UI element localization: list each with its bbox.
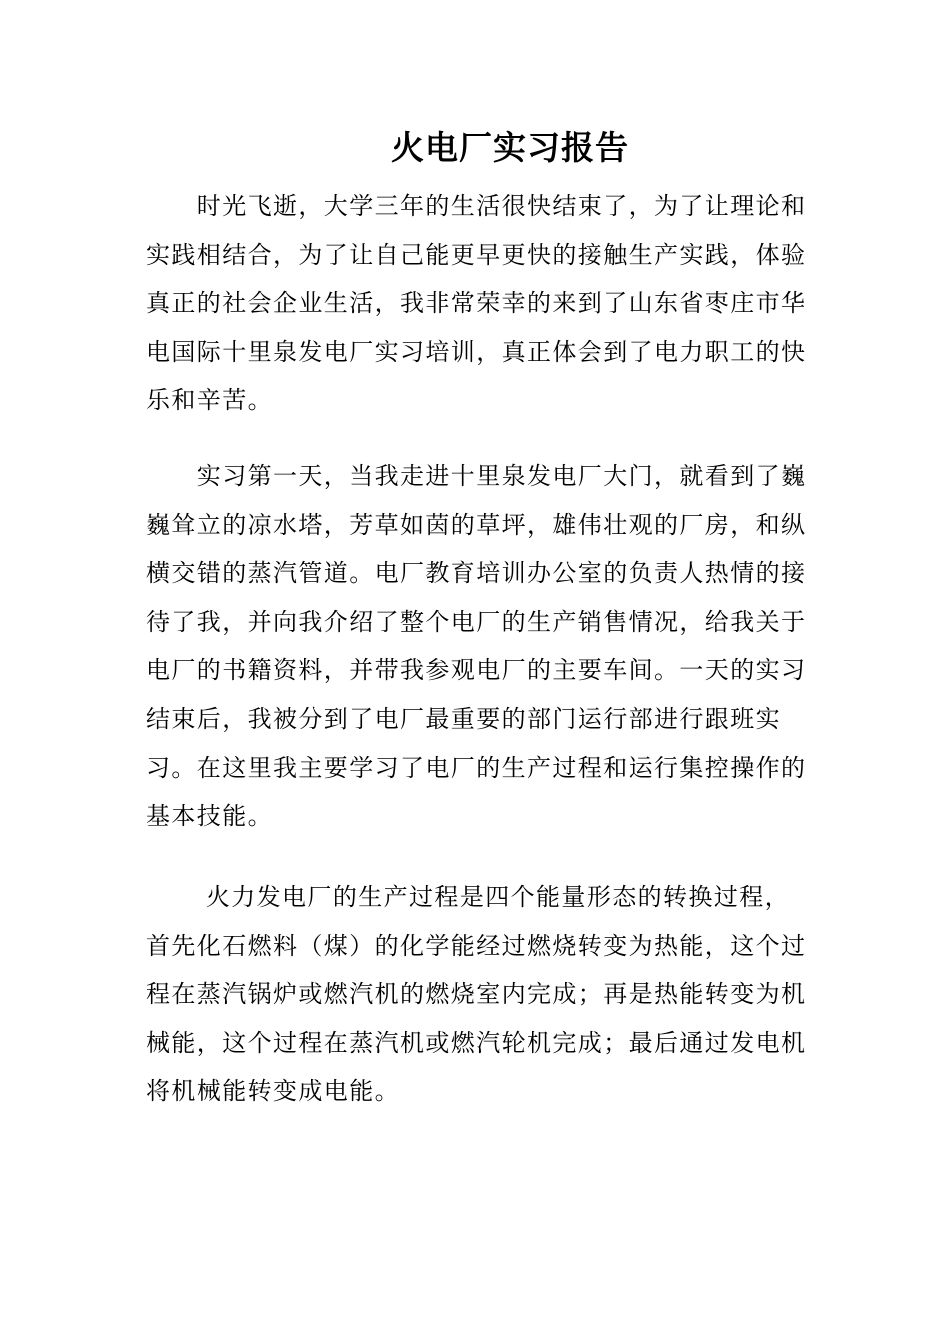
text-line: 乐和辛苦。 [146,386,273,415]
text-line: 火力发电厂的生产过程是四个能量形态的转换过程， [146,883,791,911]
text-line: 电厂的书籍资料，并带我参观电厂的主要车间。一天的实习 [146,656,807,685]
document-title: 火电厂实习报告 [391,128,629,168]
text-line: 时光飞逝，大学三年的生活很快结束了，为了让理论和 [146,192,807,220]
text-line: 程在蒸汽锅炉或燃汽机的燃烧室内完成；再是热能转变为机 [146,980,807,1009]
text-line: 结束后，我被分到了电厂最重要的部门运行部进行跟班实 [146,704,781,733]
text-line: 待了我，并向我介绍了整个电厂的生产销售情况，给我关于 [146,607,807,636]
text-line: 横交错的蒸汽管道。电厂教育培训办公室的负责人热情的接 [146,559,807,588]
paragraph-intro [146,182,811,425]
paragraph-power-process [146,873,811,1116]
paragraph-first-day [146,452,811,841]
text-line: 习。在这里我主要学习了电厂的生产过程和运行集控操作的 [146,753,807,782]
text-line: 实习第一天，当我走进十里泉发电厂大门，就看到了巍 [146,462,807,490]
text-line: 械能，这个过程在蒸汽机或燃汽轮机完成；最后通过发电机 [146,1028,807,1057]
text-line: 基本技能。 [146,802,273,831]
text-line: 电国际十里泉发电厂实习培训，真正体会到了电力职工的快 [146,337,807,366]
text-line: 实践相结合，为了让自己能更早更快的接触生产实践，体验 [146,240,807,269]
text-line: 首先化石燃料（煤）的化学能经过燃烧转变为热能，这个过 [146,931,807,960]
text-line: 将机械能转变成电能。 [146,1077,400,1106]
text-line: 巍耸立的凉水塔，芳草如茵的草坪，雄伟壮观的厂房，和纵 [146,510,807,539]
text-line: 真正的社会企业生活，我非常荣幸的来到了山东省枣庄市华 [146,289,807,318]
